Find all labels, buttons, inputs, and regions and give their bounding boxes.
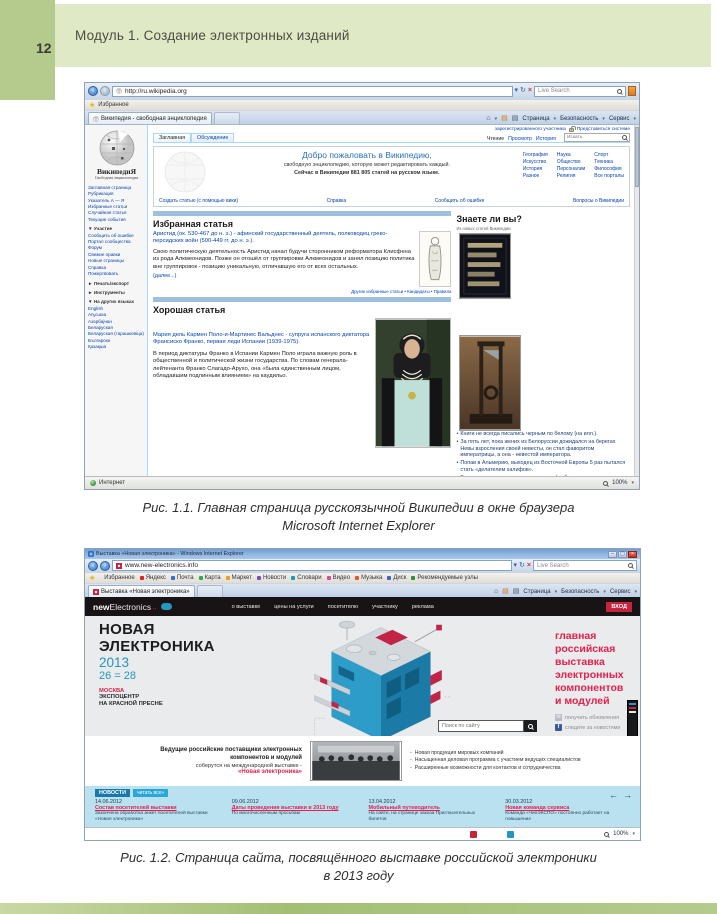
command-bar	[486, 115, 636, 124]
good-paragraph-2: В период диктатуры Франко в Испании Кармен Поло играла важную роль в общественной и политической жизни государства. По словам генерала-лейтенанта Франко Слагадо-Арухо, она «была единственным лицом, обладавшим подлинным влиянием» на каудильо.	[153, 350, 357, 380]
screenshot-wikipedia-ie	[84, 82, 640, 490]
close-button[interactable]: ×	[628, 551, 637, 558]
tab-history[interactable]: История	[535, 136, 556, 142]
news-title-link[interactable]: Даты проведения выставки в 2013 году	[231, 805, 339, 811]
safety-caret[interactable]: ▾	[603, 588, 606, 595]
mail-icon: ✉	[556, 714, 561, 720]
featured-strip	[153, 211, 451, 216]
dyk-heading: Знаете ли вы?	[456, 214, 522, 224]
address-bar	[85, 83, 639, 99]
url-field[interactable]	[112, 560, 512, 571]
exhibition-venue-2: НА КРАСНОЙ ПРЕСНЕ	[99, 701, 163, 707]
news-label: НОВОСТИ	[95, 789, 130, 797]
favorite-site-icon	[327, 576, 331, 580]
news-description: На сайте, на странице заказа Пригласительных билетов	[368, 811, 476, 823]
tagline-line: российская	[555, 643, 616, 655]
promo-heading: Ведущие российские поставщики электронных компонентов и модулей	[160, 747, 302, 761]
wikipedia-wordmark-subtitle: Свободная энциклопедия	[94, 175, 139, 181]
scrollbar-thumb[interactable]	[635, 127, 639, 187]
tab-wikipedia[interactable]	[88, 112, 212, 124]
category-link[interactable]: Религия	[556, 173, 576, 179]
sidebar-link[interactable]: Новые страницы	[88, 258, 124, 264]
zoom-caret[interactable]: ▾	[632, 831, 635, 837]
wikipedia-favicon	[116, 88, 122, 94]
language-link[interactable]: Беларуская	[88, 324, 113, 330]
globe-watermark	[159, 150, 211, 194]
login-button[interactable]: ВХОД	[606, 602, 632, 612]
featured-paragraph-1: Аристид (ок. 530-467 до н. э.) - афинский государственный деятель, полководец греко-персидских войн (500-449 гг. до н. э.).	[153, 231, 388, 245]
category-link[interactable]: Все порталы	[594, 173, 624, 179]
isometric-cube-illustration	[281, 616, 481, 736]
wikipedia-wordmark: ВикипедиЯ	[96, 167, 137, 176]
tagline	[555, 630, 624, 708]
sidebar-link[interactable]: Пожертвовать	[88, 271, 119, 277]
favorites-star-icon[interactable]: ★	[89, 101, 96, 109]
welcome-title[interactable]: Добро пожаловать в Википедию,	[302, 150, 432, 160]
news-prev-arrow[interactable]: ←	[609, 790, 618, 800]
facebook-icon: f	[555, 724, 562, 731]
language-link[interactable]: Беларуская (тарашкевіца)	[88, 331, 144, 337]
featured-heading: Избранная статья	[153, 219, 234, 229]
sidebar-section-languages[interactable]: ▼ На других языках	[88, 299, 135, 305]
news-description: По многочисленным просьбам	[231, 811, 300, 817]
browser-search-box[interactable]	[534, 86, 626, 97]
tagline-line: электронных	[555, 669, 624, 681]
favorites-label[interactable]: Избранное	[98, 102, 129, 108]
new-electronics-site	[85, 597, 640, 827]
tab-view[interactable]: Просмотр	[508, 136, 532, 142]
menu-page[interactable]: Страница	[523, 588, 551, 595]
site-logo-rest: Electronics	[109, 601, 152, 612]
scrollbar[interactable]	[634, 125, 639, 476]
zoom-level[interactable]: 100%	[612, 480, 628, 486]
language-link[interactable]: English	[88, 305, 104, 311]
module-header-title: Модуль 1. Создание электронных изданий	[75, 28, 350, 43]
maximize-button[interactable]: ▢	[618, 551, 627, 558]
promo-bullet: - Расширенные возможности для контактов и сотрудничества	[410, 764, 561, 771]
tab-bar	[85, 110, 639, 124]
sidebar-link[interactable]: Указатель А — Я	[88, 197, 125, 203]
logo-dots: ..	[152, 602, 157, 611]
page-header-band	[55, 4, 711, 67]
feeds-icon[interactable]: ▤	[502, 588, 509, 595]
personal-links	[153, 127, 630, 132]
tagline-line: компонентов	[555, 682, 624, 694]
tools-caret[interactable]: ▾	[634, 588, 637, 595]
good-strip	[153, 297, 451, 302]
url-field[interactable]	[112, 86, 513, 97]
sidebar-section-print[interactable]: ► Печать/экспорт	[88, 280, 130, 286]
home-caret[interactable]: ▾	[494, 115, 498, 122]
welcome-quick-link[interactable]: Вопросы о Википедии	[572, 198, 624, 204]
news-item	[232, 799, 357, 823]
favorites-item[interactable]: Избранное	[98, 575, 134, 581]
news-columns	[95, 799, 630, 823]
site-search	[438, 720, 537, 732]
favorites-bar	[85, 99, 639, 110]
featured-footer-links[interactable]: Другие избранные статьи • Кандидаты • Правила	[351, 289, 452, 294]
news-item	[95, 799, 220, 823]
language-link[interactable]: Български	[88, 337, 111, 343]
category-link[interactable]: История	[522, 166, 543, 172]
feeds-icon[interactable]: ▤	[501, 115, 508, 122]
status-zone-label: Интернет	[99, 480, 126, 486]
wikipedia-main	[147, 125, 634, 476]
page-caret[interactable]: ▾	[553, 115, 557, 122]
favorites-item[interactable]: Музыка	[355, 575, 382, 581]
exhibition-city: МОСКВА	[99, 688, 125, 694]
site-header	[85, 597, 640, 616]
good-paragraph-1: Мария дель Кармен Поло-и-Мартинес Вальднес - супруга испанского диктатора Франсиско Франко, первая леди Испании (1939-1975).	[153, 332, 370, 346]
promo-bullets	[410, 750, 615, 773]
news-strip	[85, 786, 640, 827]
dyk-item[interactable]: • Книги не всегда писались черным по белому (на илл.).	[456, 431, 598, 437]
sidebar-nav-list	[88, 185, 145, 223]
forward-button[interactable]: ›	[100, 561, 110, 571]
shield-icon	[470, 831, 477, 838]
dyk-item[interactable]	[456, 475, 630, 476]
back-button[interactable]: ‹	[88, 86, 98, 96]
category-link[interactable]: Техника	[594, 159, 613, 165]
exhibition-title-block	[99, 622, 215, 708]
category-link[interactable]: Искусство	[522, 159, 547, 165]
category-link[interactable]: Спорт	[594, 152, 609, 158]
window-title-bar	[85, 549, 640, 559]
figure-1-1-caption: Рис. 1.1. Главная страница русскоязычной Википедии в окне браузера Microsoft Internet Explorer	[142, 500, 575, 533]
internet-zone-icon	[90, 480, 96, 486]
news-description: Закончена обработка анкет посетителей выставки «Новая электроника»	[95, 811, 208, 823]
category-columns	[523, 150, 624, 194]
favorites-item[interactable]: Рекомендуемые узлы	[411, 575, 478, 581]
tagline-line: главная	[555, 630, 597, 642]
aristides-engraving-image	[419, 231, 451, 287]
tagline-line: выставка	[555, 656, 605, 668]
welcome-quick-link[interactable]: Создать статью (с помощью вики)	[159, 198, 239, 204]
home-icon[interactable]: ⌂	[493, 588, 499, 595]
language-link[interactable]: Қазақша	[88, 344, 107, 350]
wikipedia-page	[85, 124, 639, 476]
dyk-column	[456, 211, 630, 476]
favorites-item[interactable]: Почта	[171, 575, 194, 581]
tab-title: Википедия - свободная энциклопедия	[101, 115, 207, 122]
menu-safety[interactable]: Безопасность	[561, 588, 600, 595]
article-tabs	[153, 133, 630, 143]
tagline-line: и модулей	[555, 695, 610, 707]
favorite-site-icon	[199, 576, 203, 580]
dyk-item[interactable]: • За пять лет, пока жених из Белоруссии дожидался на берегах Невы взросления своей невесты, он стал фаворитом императрицы, а она - невестой императора.	[456, 439, 616, 459]
category-col-3	[594, 152, 624, 194]
browser-search-box[interactable]	[533, 560, 637, 571]
url-text: http://ru.wikipedia.org	[125, 87, 187, 95]
category-col-2	[557, 152, 586, 194]
favorites-item[interactable]: Маркет	[226, 575, 252, 581]
language-link[interactable]: Азәрбајҹан	[88, 318, 112, 324]
tab-title: Выставка «Новая электроника»	[101, 588, 190, 595]
category-col-1	[523, 152, 548, 194]
stop-icon[interactable]: ×	[527, 87, 532, 94]
refresh-icon[interactable]: ↻	[519, 561, 525, 569]
browser-search-text: Live Search	[538, 88, 570, 94]
zoom-icon[interactable]	[603, 481, 608, 486]
good-heading: Хорошая статья	[153, 305, 226, 315]
sidebar-section-tools[interactable]: ► Инструменты	[88, 289, 125, 295]
follow-links	[555, 714, 620, 734]
search-icon[interactable]	[628, 563, 633, 568]
site-favicon	[116, 563, 122, 569]
url-dropdown-icon[interactable]: ▾	[514, 87, 519, 94]
news-title-link[interactable]: Новая команда сервиса	[505, 805, 570, 811]
safety-caret[interactable]: ▾	[602, 115, 605, 122]
tab-read[interactable]: Чтение	[486, 136, 505, 142]
news-next-arrow[interactable]: →	[623, 790, 632, 800]
user-settings-link[interactable]: зарегистрированного участника	[494, 127, 566, 132]
search-provider-icon[interactable]	[628, 86, 636, 96]
category-link[interactable]: Наука	[556, 152, 571, 158]
favorites-list	[98, 575, 478, 581]
favorite-site-icon	[387, 576, 391, 580]
hero-section	[85, 616, 640, 736]
sidebar-link[interactable]: Сообщить об ошибке	[88, 232, 134, 238]
new-tab-button[interactable]	[214, 112, 240, 124]
menu-safety[interactable]: Безопасность	[560, 115, 599, 122]
site-nav-item[interactable]: посетителю	[327, 603, 359, 610]
favorites-star-icon[interactable]: ★	[89, 574, 96, 582]
tab-main-page[interactable]: Заглавная	[153, 133, 191, 142]
back-button[interactable]: ‹	[88, 561, 98, 571]
wikipedia-sidebar	[85, 125, 147, 476]
news-follow-link[interactable]: f следите за новостями	[555, 724, 620, 731]
site-logo[interactable]: new	[93, 601, 110, 612]
news-read-all-link[interactable]: читать все»	[133, 789, 168, 797]
menu-tools[interactable]: Сервис	[609, 588, 631, 595]
sidebar-link[interactable]: Форум	[88, 245, 102, 251]
favorite-site-icon	[355, 576, 359, 580]
command-bar	[494, 588, 637, 597]
category-link[interactable]: Разное	[522, 173, 540, 179]
news-date: 13.04.2012	[368, 799, 396, 805]
site-nav-item[interactable]: участнику	[372, 603, 398, 610]
news-date: 09.06.2012	[231, 799, 259, 805]
sidebar-link[interactable]: Рубрикация	[88, 191, 114, 197]
url-dropdown-icon[interactable]: ▾	[513, 561, 518, 569]
welcome-banner	[153, 146, 630, 207]
page-caret[interactable]: ▾	[554, 588, 558, 595]
new-tab-button[interactable]	[197, 585, 223, 597]
tab-talk[interactable]: Обсуждение	[191, 133, 234, 142]
dyk-list	[456, 431, 630, 476]
search-icon	[528, 724, 533, 729]
sidebar-link[interactable]: Портал сообщества	[88, 239, 131, 245]
site-search-input[interactable]	[438, 720, 524, 732]
featured-more-link[interactable]: (далее...)	[153, 273, 177, 280]
menu-page[interactable]: Страница	[522, 115, 550, 122]
sidebar-section-participation[interactable]: ▼ Участие	[88, 226, 113, 232]
dyk-item[interactable]: • Попав в Альмерию, выходец из Восточной Европы 5 раз пытался стать «делателем халифов».	[456, 460, 626, 473]
tab-new-electronics[interactable]	[88, 585, 195, 597]
news-date: 30.03.2012	[505, 799, 533, 805]
logo-badge	[161, 603, 172, 610]
sidebar-language-list	[88, 306, 145, 351]
title-line-2: ЭЛЕКТРОНИКА	[99, 637, 215, 655]
favorites-bar	[85, 572, 640, 583]
screenshot-new-electronics	[84, 548, 641, 841]
status-bar	[85, 827, 640, 840]
sidebar-link[interactable]: Случайная статья	[88, 210, 127, 216]
sidebar-link[interactable]: Свежие правки	[88, 251, 121, 257]
favorite-site-icon	[171, 576, 175, 580]
refresh-icon[interactable]: ↻	[520, 87, 526, 94]
updates-link[interactable]: ✉ получить обновления	[556, 714, 620, 721]
tools-caret[interactable]: ▾	[633, 115, 636, 122]
welcome-quick-links	[159, 198, 624, 204]
window-title: Выставка «Новая электроника» - Windows Internet Explorer	[96, 551, 244, 557]
url-text: www.new-electronics.info	[125, 562, 198, 569]
exhibition-dates: 26 = 28	[99, 670, 137, 682]
news-item	[505, 799, 630, 823]
language-link[interactable]: Аҧсшәа	[88, 312, 107, 318]
promo-band	[94, 736, 631, 786]
window-icon	[88, 551, 94, 557]
forward-button[interactable]: ›	[100, 86, 110, 96]
promo-bullet: - Новая продукция мировых компаний	[410, 749, 504, 756]
status-bar	[85, 476, 639, 489]
wikipedia-globe-logo[interactable]	[97, 128, 137, 168]
welcome-line2: свободную энциклопедию, которую может редактировать каждый.	[283, 161, 450, 168]
favorites-item[interactable]: Карта	[199, 575, 221, 581]
welcome-line3: Сейчас в Википедии 881 805 статей на русском языке.	[294, 169, 440, 176]
news-item	[369, 799, 494, 823]
category-link[interactable]: География	[522, 152, 548, 158]
carmen-polo-photo	[375, 318, 451, 448]
wiki-search-placeholder: Искать	[567, 135, 583, 140]
promo-exhibition-link[interactable]: «Новая электроника»	[238, 768, 302, 775]
zoom-level[interactable]: 100%	[613, 831, 629, 837]
login-link[interactable]: Представиться системе	[576, 127, 630, 132]
favorite-site-icon	[291, 576, 295, 580]
promo-bullet: - Насыщенная деловая программа с участием ведущих специалистов	[410, 757, 581, 764]
welcome-quick-link[interactable]: Справка	[326, 198, 347, 204]
site-nav-item[interactable]: цены на услуги	[274, 603, 314, 610]
tab-bar	[85, 583, 640, 597]
minimize-button[interactable]: –	[608, 551, 617, 558]
favorite-site-icon	[98, 576, 102, 580]
news-date: 14.06.2012	[95, 799, 122, 805]
welcome-quick-link[interactable]: Сообщить об ошибке	[434, 198, 485, 204]
print-icon[interactable]: ▤	[511, 115, 519, 122]
search-icon[interactable]	[622, 135, 627, 140]
sidebar-link[interactable]: Текущие события	[88, 216, 126, 222]
browser-search-text: Live Search	[537, 562, 569, 569]
sidebar-link[interactable]: Справка	[88, 264, 107, 270]
print-icon[interactable]: ▤	[512, 588, 520, 595]
menu-tools[interactable]: Сервис	[608, 115, 630, 122]
site-nav-item[interactable]: реклама	[411, 603, 434, 610]
category-link[interactable]: Общество	[556, 159, 581, 165]
figure-1-2-caption: Рис. 1.2. Страница сайта, посвящённого выставке российской электроники в 2013 году	[120, 850, 597, 883]
featured-column	[153, 211, 451, 476]
sidebar-link[interactable]: Заглавная страница	[88, 184, 132, 190]
category-link[interactable]: Философия	[594, 166, 622, 172]
sidebar-participation-list	[88, 233, 145, 278]
favorites-item[interactable]: Яндекс	[140, 575, 166, 581]
site-nav	[232, 604, 434, 610]
favorites-item[interactable]: Новости	[257, 575, 286, 581]
exhibition-venue-1: ЭКСПОЦЕНТР	[99, 694, 140, 700]
favorites-item[interactable]: Видео	[327, 575, 351, 581]
lock-icon	[569, 128, 574, 132]
group-photo	[310, 741, 402, 781]
zoom-icon[interactable]	[604, 832, 609, 837]
manuscript-image	[459, 233, 511, 299]
guillotine-photo	[459, 335, 521, 431]
featured-paragraph-2: Свою политическую деятельность Аристид начал будучи сторонником реформатора Клисфена из рода Алкмеонидов. Позже он отошёл от группировки Алкмеонидов и занял позицию политика вне группировок - позицию уникальную, отличавшую его от всех остальных.	[153, 248, 415, 270]
home-icon[interactable]: ⌂	[486, 115, 491, 122]
address-bar	[85, 559, 640, 572]
news-description: Команда «ЧипЭКСПО» постоянно работает на повышение	[505, 811, 610, 823]
exhibition-year: 2013	[99, 655, 130, 670]
news-title-link[interactable]: Мобильный путеводитель	[368, 805, 440, 811]
site-search-button[interactable]	[524, 720, 537, 732]
category-link[interactable]: Персоналии	[556, 166, 586, 172]
page-bottom-band	[0, 903, 717, 914]
sidebar-link[interactable]: Избранные статьи	[88, 204, 128, 210]
dyk-subtitle: Из новых статей Википедии	[456, 226, 511, 231]
arrow-icon	[507, 831, 514, 838]
zoom-caret[interactable]: ▾	[631, 480, 634, 486]
favorite-site-icon	[411, 576, 415, 580]
stop-icon[interactable]: ×	[526, 561, 531, 569]
promo-line: соберутся на международной выставке -	[195, 762, 302, 769]
title-line-1: НОВАЯ	[99, 621, 155, 638]
page-number: 12	[36, 40, 52, 56]
favorites-item[interactable]: Словари	[291, 575, 321, 581]
side-banner[interactable]	[627, 700, 638, 736]
favorites-item[interactable]: Диск	[387, 575, 406, 581]
tab-favicon	[93, 589, 99, 595]
search-icon[interactable]	[617, 89, 622, 94]
favorite-site-icon	[226, 576, 230, 580]
wiki-search-box[interactable]	[564, 133, 630, 142]
favorite-site-icon	[140, 576, 144, 580]
news-title-link[interactable]: Состав посетителей выставки	[95, 805, 177, 811]
favorite-site-icon	[257, 576, 261, 580]
site-nav-item[interactable]: о выставке	[231, 603, 261, 610]
tab-favicon	[93, 116, 99, 122]
